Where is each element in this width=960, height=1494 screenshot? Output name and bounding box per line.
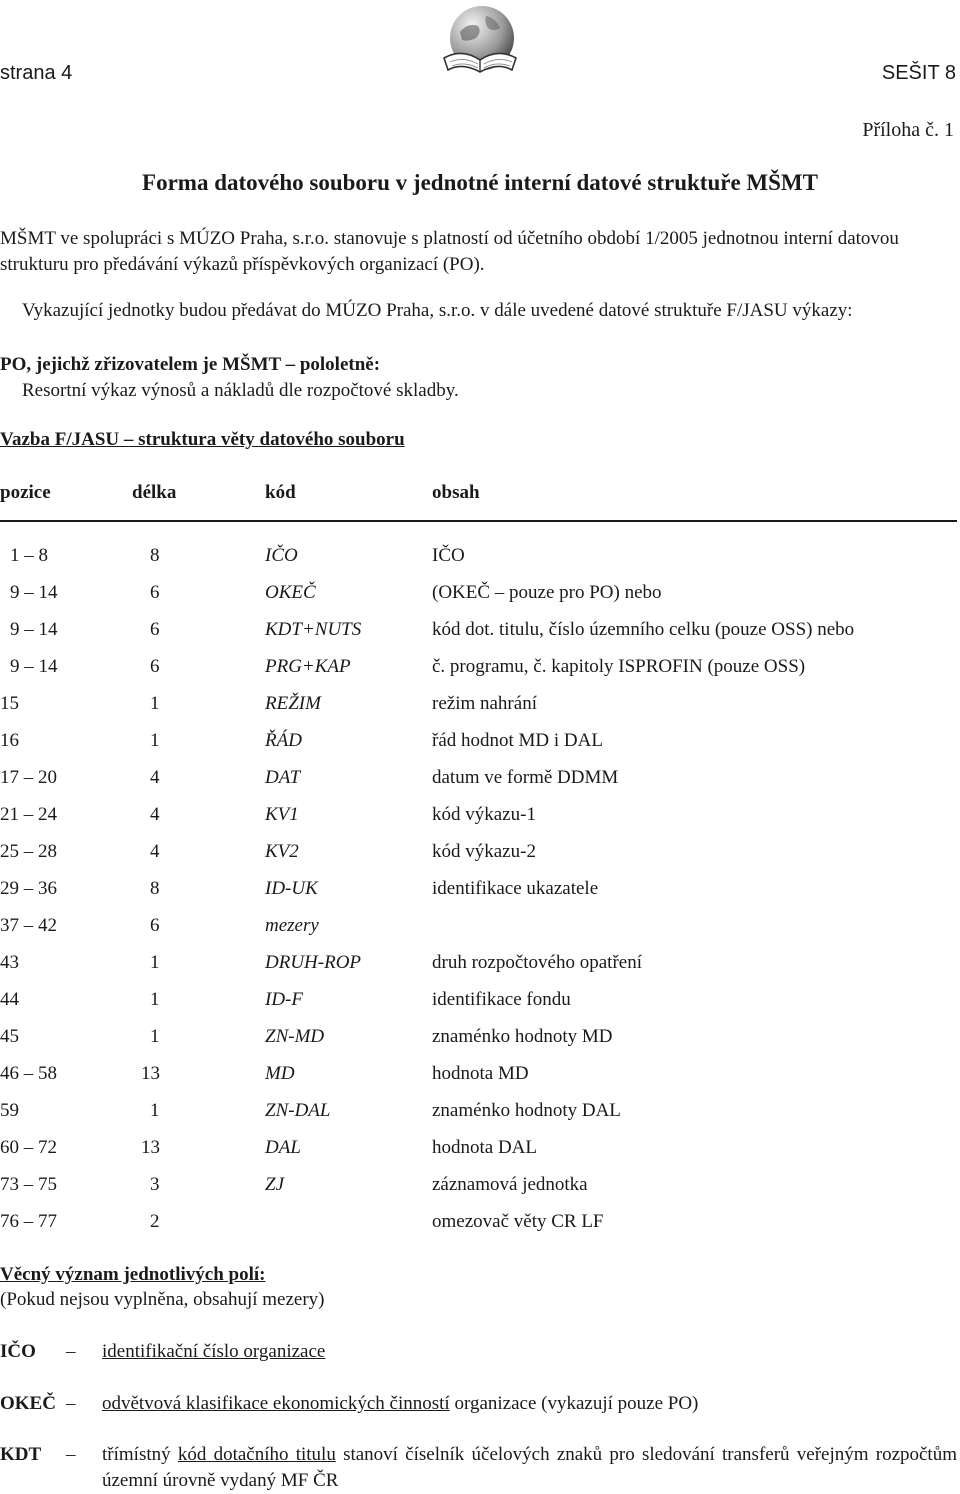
cell-delka: 6 <box>150 619 160 640</box>
cell-pozice: 45 <box>0 1026 19 1047</box>
cell-delka: 6 <box>150 915 160 936</box>
cell-pozice: 16 <box>0 730 19 751</box>
table-row <box>0 1063 960 1093</box>
annex-label: Příloha č. 1 <box>862 119 954 141</box>
column-header-obsah: obsah <box>432 482 480 503</box>
cell-kod: ID-UK <box>265 878 318 899</box>
cell-obsah: znaménko hodnoty DAL <box>432 1100 621 1121</box>
section-heading-vazba: Vazba F/JASU – struktura věty datového souboru <box>0 429 405 450</box>
cell-pozice: 43 <box>0 952 19 973</box>
cell-kod: OKEČ <box>265 582 316 603</box>
cell-delka: 3 <box>150 1174 160 1195</box>
definition-term-kdt: KDT <box>0 1444 42 1465</box>
table-row <box>0 767 960 797</box>
cell-obsah: znaménko hodnoty MD <box>432 1026 613 1047</box>
cell-pozice: 29 – 36 <box>0 878 57 899</box>
cell-kod: ZN-MD <box>265 1026 325 1047</box>
table-row <box>0 1100 960 1130</box>
table-row <box>0 1137 960 1167</box>
cell-kod: mezery <box>265 915 319 936</box>
po-heading: PO, jejichž zřizovatelem je MŠMT – pololetně: <box>0 354 381 375</box>
cell-pozice: 15 <box>0 693 19 714</box>
column-header-delka: délka <box>132 482 177 503</box>
cell-obsah: kód výkazu-2 <box>432 841 536 862</box>
po-report-text: Resortní výkaz výnosů a nákladů dle rozpočtové skladby. <box>22 380 459 401</box>
definition-dash: – <box>66 1341 76 1362</box>
definition-okec-text <box>102 1393 698 1415</box>
definition-ico-text: identifikační číslo organizace <box>102 1341 326 1362</box>
definition-dash: – <box>66 1393 76 1414</box>
table-header-rule <box>0 520 957 522</box>
meaning-heading: Věcný význam jednotlivých polí: <box>0 1264 266 1285</box>
cell-kod: ŘÁD <box>265 730 302 751</box>
definition-okec-rest: organizace (vykazují pouze PO) <box>449 1393 699 1414</box>
cell-delka: 2 <box>150 1211 160 1232</box>
cell-delka: 13 <box>141 1137 160 1158</box>
cell-delka: 1 <box>150 952 160 973</box>
cell-pozice: 37 – 42 <box>0 915 57 936</box>
cell-obsah: řád hodnot MD i DAL <box>432 730 603 751</box>
cell-kod: MD <box>265 1063 295 1084</box>
cell-kod: REŽIM <box>265 693 321 714</box>
cell-delka: 1 <box>150 989 160 1010</box>
globe-book-logo-icon <box>438 2 522 84</box>
cell-kod: KV2 <box>265 841 299 862</box>
cell-delka: 1 <box>150 1026 160 1047</box>
cell-obsah: kód výkazu-1 <box>432 804 536 825</box>
cell-delka: 1 <box>150 693 160 714</box>
cell-obsah: druh rozpočtového opatření <box>432 952 642 973</box>
definition-kdt-link: kód dotačního titulu <box>177 1444 336 1465</box>
cell-delka: 1 <box>150 1100 160 1121</box>
cell-kod: ZJ <box>265 1174 284 1195</box>
cell-delka: 8 <box>150 878 160 899</box>
table-row <box>0 804 960 834</box>
table-row <box>0 582 960 612</box>
table-row <box>0 841 960 871</box>
cell-pozice: 17 – 20 <box>0 767 57 788</box>
definition-dash: – <box>66 1444 76 1465</box>
cell-delka: 4 <box>150 804 160 825</box>
cell-kod: PRG+KAP <box>265 656 351 677</box>
cell-delka: 8 <box>150 545 160 566</box>
definition-kdt-text <box>102 1442 957 1494</box>
cell-pozice: 21 – 24 <box>0 804 57 825</box>
cell-kod: DRUH-ROP <box>265 952 362 973</box>
document-title: Forma datového souboru v jednotné interní datové struktuře MŠMT <box>142 170 818 195</box>
cell-obsah: kód dot. titulu, číslo územního celku (pouze OSS) nebo <box>432 619 855 640</box>
cell-obsah: identifikace ukazatele <box>432 878 599 899</box>
table-row <box>0 915 960 945</box>
cell-obsah: č. programu, č. kapitoly ISPROFIN (pouze OSS) <box>432 656 806 677</box>
definition-kdt-rest: stanoví číselník účelových znaků pro sledování transferů veřejným rozpočtům územní úrovně vydaný MF ČR <box>102 1444 957 1491</box>
table-row <box>0 1211 960 1241</box>
intro-paragraph: MŠMT ve spolupráci s MÚZO Praha, s.r.o. stanovuje s platností od účetního období 1/2005 jednotnou interní datovou strukturu pro předávání výkazů příspěvkových organizací (PO). <box>0 228 899 275</box>
cell-pozice: 25 – 28 <box>0 841 57 862</box>
cell-kod: IČO <box>265 545 298 566</box>
table-row <box>0 619 960 649</box>
table-row <box>0 1026 960 1056</box>
cell-pozice: 59 <box>0 1100 19 1121</box>
column-header-pozice: pozice <box>0 482 51 503</box>
definition-term-ico: IČO <box>0 1341 36 1362</box>
cell-obsah: hodnota DAL <box>432 1137 538 1158</box>
cell-obsah: IČO <box>432 545 465 566</box>
table-row <box>0 545 960 575</box>
cell-obsah: omezovač věty CR LF <box>432 1211 604 1232</box>
cell-obsah: záznamová jednotka <box>432 1174 588 1195</box>
cell-delka: 4 <box>150 841 160 862</box>
table-row <box>0 952 960 982</box>
cell-pozice: 9 – 14 <box>10 619 58 640</box>
cell-pozice: 76 – 77 <box>0 1211 57 1232</box>
cell-kod: KDT+NUTS <box>265 619 362 640</box>
table-row <box>0 1174 960 1204</box>
cell-delka: 6 <box>150 656 160 677</box>
cell-pozice: 73 – 75 <box>0 1174 57 1195</box>
table-row <box>0 730 960 760</box>
cell-kod: DAL <box>265 1137 301 1158</box>
submission-paragraph: Vykazující jednotky budou předávat do MÚZO Praha, s.r.o. v dále uvedené datové struktuře F/JASU výkazy: <box>22 300 853 321</box>
cell-obsah: režim nahrání <box>432 693 537 714</box>
definition-kdt-pre: třímístný <box>102 1444 178 1465</box>
cell-pozice: 46 – 58 <box>0 1063 57 1084</box>
cell-delka: 4 <box>150 767 160 788</box>
cell-kod: KV1 <box>265 804 299 825</box>
meaning-note: (Pokud nejsou vyplněna, obsahují mezery) <box>0 1289 325 1310</box>
cell-pozice: 44 <box>0 989 19 1010</box>
cell-delka: 1 <box>150 730 160 751</box>
cell-kod: ID-F <box>265 989 303 1010</box>
column-header-kod: kód <box>265 482 296 503</box>
definition-term-okec: OKEČ <box>0 1393 56 1414</box>
cell-pozice: 9 – 14 <box>10 656 58 677</box>
cell-pozice: 9 – 14 <box>10 582 58 603</box>
cell-obsah: (OKEČ – pouze pro PO) nebo <box>432 582 662 603</box>
table-row <box>0 693 960 723</box>
table-row <box>0 878 960 908</box>
cell-delka: 6 <box>150 582 160 603</box>
cell-delka: 13 <box>141 1063 160 1084</box>
cell-kod: DAT <box>265 767 301 788</box>
table-row <box>0 989 960 1019</box>
cell-kod: ZN-DAL <box>265 1100 331 1121</box>
cell-obsah: identifikace fondu <box>432 989 571 1010</box>
issue-label: SEŠIT 8 <box>881 62 956 84</box>
cell-obsah: datum ve formě DDMM <box>432 767 619 788</box>
cell-obsah: hodnota MD <box>432 1063 529 1084</box>
table-row <box>0 656 960 686</box>
definition-okec-link: odvětvová klasifikace ekonomických činností <box>102 1393 450 1414</box>
cell-pozice: 60 – 72 <box>0 1137 57 1158</box>
cell-pozice: 1 – 8 <box>10 545 48 566</box>
page-number: strana 4 <box>0 62 73 84</box>
